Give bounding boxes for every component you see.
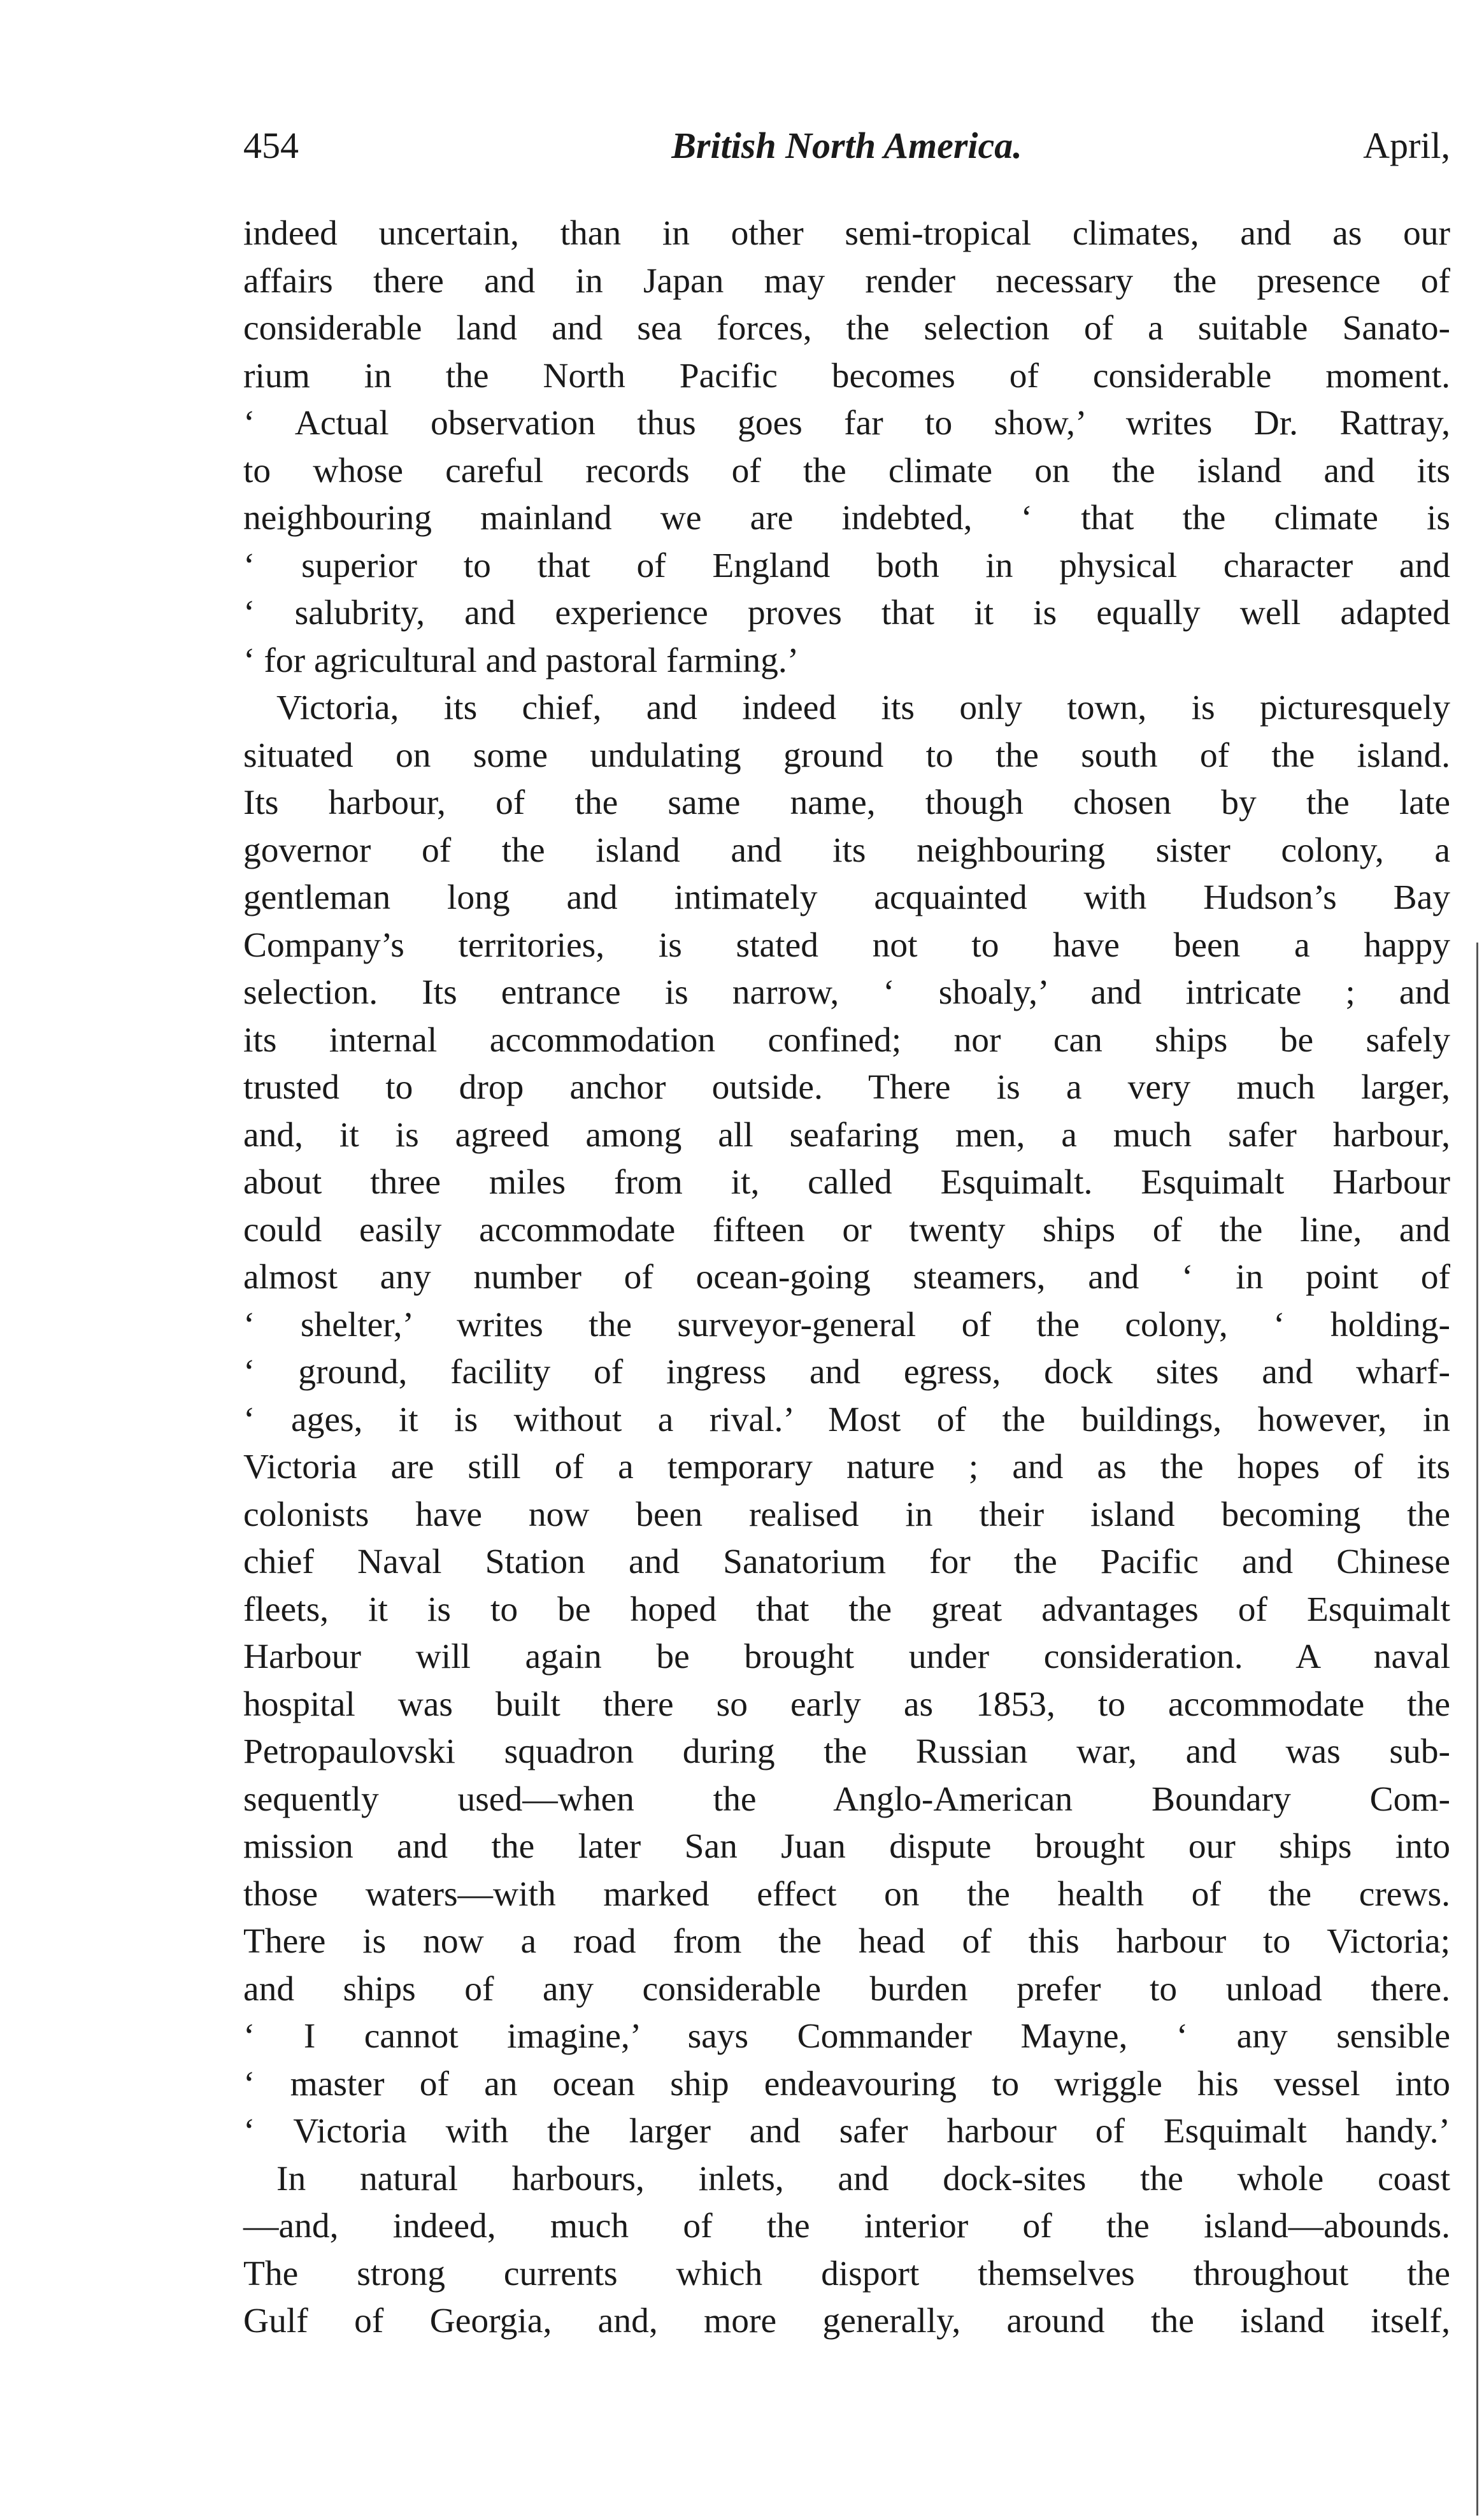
text-line: The strong currents which disport themselves throughout the (243, 2254, 1450, 2293)
text-line: its internal accommodation confined; nor can ships be safely (243, 1020, 1450, 1060)
text-line: to whose careful records of the climate on the island and its (243, 451, 1450, 490)
body-text (243, 210, 1450, 2346)
text-line: and, it is agreed among all seafaring men, a much safer harbour, (243, 1115, 1450, 1155)
text-line: There is now a road from the head of this harbour to Victoria; (243, 1922, 1450, 1961)
text-line: selection. Its entrance is narrow, ‘ shoaly,’ and intricate ; and (243, 973, 1450, 1012)
running-header (243, 124, 1450, 182)
text-line: Gulf of Georgia, and, more generally, around the island itself, (243, 2302, 1450, 2340)
text-line: hospital was built there so early as 1853, to accommodate the (243, 1684, 1450, 1724)
text-line: ‘ Actual observation thus goes far to show,’ writes Dr. Rattray, (243, 404, 1450, 443)
text-line: ‘ I cannot imagine,’ says Commander Mayne, ‘ any sensible (243, 2017, 1450, 2056)
text-line: mission and the later San Juan dispute brought our ships into (243, 1827, 1450, 1866)
text-line: almost any number of ocean-going steamers, and ‘ in point of (243, 1258, 1450, 1297)
text-line: neighbouring mainland we are indebted, ‘ that the climate is (243, 499, 1450, 537)
text-line: ‘ for agricultural and pastoral farming.’ (243, 641, 799, 680)
running-title: British North America. (671, 125, 1022, 166)
text-line: chief Naval Station and Sanatorium for the Pacific and Chinese (243, 1542, 1450, 1581)
text-line: fleets, it is to be hoped that the great advantages of Esquimalt (243, 1590, 1450, 1629)
text-line: about three miles from it, called Esquimalt. Esquimalt Harbour (243, 1163, 1450, 1202)
text-line: Victoria are still of a temporary nature ; and as the hopes of its (243, 1448, 1450, 1486)
text-line: —and, indeed, much of the interior of the island—abounds. (243, 2207, 1450, 2246)
text-line: ‘ Victoria with the larger and safer harbour of Esquimalt handy.’ (243, 2112, 1450, 2151)
running-date: April, (1363, 125, 1450, 166)
text-line: Victoria, its chief, and indeed its only town, is picturesquely (276, 688, 1450, 727)
text-line: those waters—with marked effect on the health of the crews. (243, 1874, 1450, 1914)
text-line: indeed uncertain, than in other semi-tropical climates, and as our (243, 214, 1450, 253)
text-line: rium in the North Pacific becomes of considerable moment. (243, 356, 1450, 395)
text-line: ‘ ground, facility of ingress and egress, dock sites and wharf- (243, 1353, 1450, 1392)
text-line: situated on some undulating ground to the south of the island. (243, 736, 1450, 775)
text-line: Company’s territories, is stated not to have been a happy (243, 925, 1450, 965)
text-line: trusted to drop anchor outside. There is a very much larger, (243, 1068, 1450, 1107)
text-line: ‘ master of an ocean ship endeavouring to wriggle his vessel into (243, 2064, 1450, 2104)
page-number: 454 (243, 125, 299, 166)
text-line: gentleman long and intimately acquainted with Hudson’s Bay (243, 878, 1450, 917)
text-line: governor of the island and its neighbouring sister colony, a (243, 830, 1450, 870)
text-line: Petropaulovski squadron during the Russian war, and was sub- (243, 1732, 1450, 1771)
text-line: ‘ shelter,’ writes the surveyor-general of the colony, ‘ holding- (243, 1305, 1450, 1344)
text-line: colonists have now been realised in their island becoming the (243, 1495, 1450, 1534)
text-line: ‘ superior to that of England both in physical character and (243, 546, 1450, 585)
text-line: In natural harbours, inlets, and dock-sites the whole coast (276, 2159, 1450, 2198)
text-line: could easily accommodate fifteen or twenty ships of the line, and (243, 1210, 1450, 1249)
text-line: sequently used—when the Anglo-American Boundary Com- (243, 1779, 1450, 1819)
margin-rule (1476, 943, 1478, 2516)
text-line: affairs there and in Japan may render necessary the presence of (243, 261, 1450, 301)
text-line: considerable land and sea forces, the selection of a suitable Sanato- (243, 309, 1450, 348)
text-line: Harbour will again be brought under consideration. A naval (243, 1637, 1450, 1676)
text-line: Its harbour, of the same name, though chosen by the late (243, 783, 1450, 822)
text-line: and ships of any considerable burden prefer to unload there. (243, 1969, 1450, 2009)
text-line: ‘ ages, it is without a rival.’ Most of the buildings, however, in (243, 1400, 1450, 1439)
text-line: ‘ salubrity, and experience proves that it is equally well adapted (243, 594, 1450, 632)
